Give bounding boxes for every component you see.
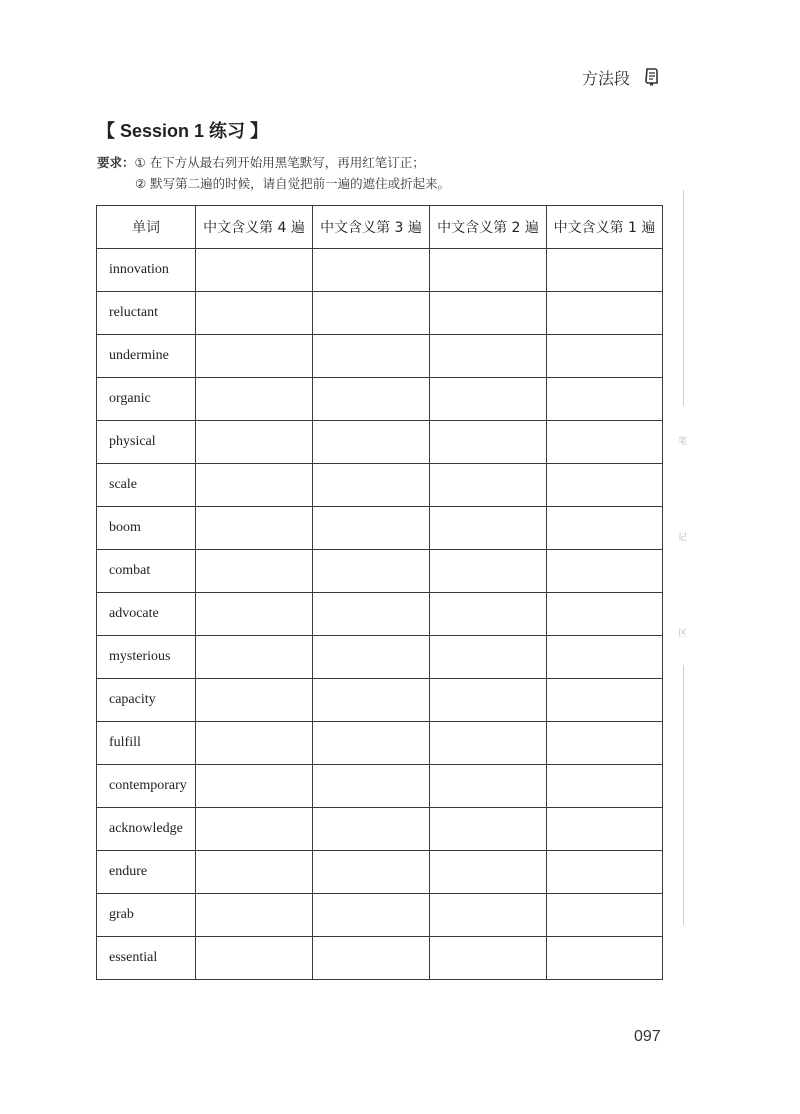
table-row bbox=[97, 937, 663, 980]
meaning-answer-cell bbox=[547, 335, 663, 378]
table-row bbox=[97, 378, 663, 421]
header-meaning-4: 中文含义第 4 遍 bbox=[196, 206, 313, 249]
meaning-answer-cell bbox=[547, 679, 663, 722]
meaning-answer-cell bbox=[313, 851, 430, 894]
meaning-answer-cell bbox=[196, 937, 313, 980]
word-cell: combat bbox=[97, 550, 196, 593]
meaning-answer-cell bbox=[547, 378, 663, 421]
word-cell: fulfill bbox=[97, 722, 196, 765]
meaning-answer-cell bbox=[547, 421, 663, 464]
table-header-row bbox=[97, 206, 663, 249]
meaning-answer-cell bbox=[313, 765, 430, 808]
page-number: 097 bbox=[634, 1028, 661, 1045]
meaning-answer-cell bbox=[430, 765, 547, 808]
header-meaning-1: 中文含义第 1 遍 bbox=[547, 206, 663, 249]
meaning-answer-cell bbox=[196, 507, 313, 550]
meaning-answer-cell bbox=[313, 550, 430, 593]
meaning-answer-cell bbox=[196, 679, 313, 722]
meaning-answer-cell bbox=[313, 378, 430, 421]
meaning-answer-cell bbox=[196, 421, 313, 464]
word-cell: physical bbox=[97, 421, 196, 464]
meaning-answer-cell bbox=[430, 679, 547, 722]
meaning-answer-cell bbox=[430, 249, 547, 292]
meaning-answer-cell bbox=[196, 593, 313, 636]
meaning-answer-cell bbox=[547, 593, 663, 636]
book-bookmark-icon bbox=[645, 67, 659, 87]
table-row bbox=[97, 464, 663, 507]
meaning-answer-cell bbox=[313, 636, 430, 679]
table-row bbox=[97, 851, 663, 894]
meaning-answer-cell bbox=[196, 335, 313, 378]
meaning-answer-cell bbox=[313, 937, 430, 980]
meaning-answer-cell bbox=[313, 335, 430, 378]
meaning-answer-cell bbox=[196, 894, 313, 937]
table-row bbox=[97, 249, 663, 292]
meaning-answer-cell bbox=[547, 636, 663, 679]
meaning-answer-cell bbox=[430, 464, 547, 507]
meaning-answer-cell bbox=[547, 808, 663, 851]
meaning-answer-cell bbox=[313, 421, 430, 464]
meaning-answer-cell bbox=[547, 722, 663, 765]
meaning-answer-cell bbox=[430, 636, 547, 679]
table-row bbox=[97, 507, 663, 550]
notes-label-char: 区 bbox=[678, 629, 688, 639]
page-title: 【 Session 1 练习 】 bbox=[97, 121, 269, 141]
meaning-answer-cell bbox=[430, 851, 547, 894]
table-row bbox=[97, 679, 663, 722]
meaning-answer-cell bbox=[547, 894, 663, 937]
word-cell: organic bbox=[97, 378, 196, 421]
meaning-answer-cell bbox=[547, 464, 663, 507]
meaning-answer-cell bbox=[313, 507, 430, 550]
header-word: 单词 bbox=[97, 206, 196, 249]
table-row bbox=[97, 292, 663, 335]
meaning-answer-cell bbox=[547, 507, 663, 550]
meaning-answer-cell bbox=[313, 249, 430, 292]
meaning-answer-cell bbox=[547, 937, 663, 980]
word-cell: grab bbox=[97, 894, 196, 937]
word-cell: contemporary bbox=[97, 765, 196, 808]
requirement-label: 要求： bbox=[97, 155, 135, 170]
meaning-answer-cell bbox=[313, 679, 430, 722]
table-row bbox=[97, 894, 663, 937]
meaning-answer-cell bbox=[547, 851, 663, 894]
meaning-answer-cell bbox=[196, 464, 313, 507]
word-cell: undermine bbox=[97, 335, 196, 378]
meaning-answer-cell bbox=[430, 335, 547, 378]
meaning-answer-cell bbox=[547, 550, 663, 593]
meaning-answer-cell bbox=[313, 894, 430, 937]
meaning-answer-cell bbox=[430, 421, 547, 464]
meaning-answer-cell bbox=[196, 636, 313, 679]
meaning-answer-cell bbox=[196, 249, 313, 292]
meaning-answer-cell bbox=[196, 550, 313, 593]
requirement-text-1: ① 在下方从最右列开始用黑笔默写，再用红笔订正； bbox=[134, 155, 425, 170]
word-cell: essential bbox=[97, 937, 196, 980]
table-row bbox=[97, 335, 663, 378]
table-row bbox=[97, 421, 663, 464]
requirement-line-1 bbox=[97, 153, 425, 171]
meaning-answer-cell bbox=[196, 808, 313, 851]
meaning-answer-cell bbox=[430, 292, 547, 335]
meaning-answer-cell bbox=[196, 378, 313, 421]
word-cell: mysterious bbox=[97, 636, 196, 679]
meaning-answer-cell bbox=[313, 808, 430, 851]
header-meaning-3: 中文含义第 3 遍 bbox=[313, 206, 430, 249]
meaning-answer-cell bbox=[430, 507, 547, 550]
word-cell: acknowledge bbox=[97, 808, 196, 851]
meaning-answer-cell bbox=[196, 292, 313, 335]
meaning-answer-cell bbox=[313, 593, 430, 636]
meaning-answer-cell bbox=[430, 550, 547, 593]
word-cell: capacity bbox=[97, 679, 196, 722]
word-cell: scale bbox=[97, 464, 196, 507]
meaning-answer-cell bbox=[547, 249, 663, 292]
meaning-answer-cell bbox=[547, 765, 663, 808]
meaning-answer-cell bbox=[196, 722, 313, 765]
meaning-answer-cell bbox=[430, 378, 547, 421]
word-cell: reluctant bbox=[97, 292, 196, 335]
meaning-answer-cell bbox=[430, 593, 547, 636]
meaning-answer-cell bbox=[547, 292, 663, 335]
meaning-answer-cell bbox=[430, 894, 547, 937]
meaning-answer-cell bbox=[313, 722, 430, 765]
section-header: 方法段 bbox=[581, 69, 630, 88]
notes-divider-top bbox=[683, 190, 684, 406]
word-cell: advocate bbox=[97, 593, 196, 636]
vocabulary-table bbox=[96, 205, 663, 980]
requirement-line-2: ② 默写第二遍的时候，请自觉把前一遍的遮住或折起来。 bbox=[135, 176, 451, 191]
table-row bbox=[97, 593, 663, 636]
word-cell: innovation bbox=[97, 249, 196, 292]
word-cell: endure bbox=[97, 851, 196, 894]
table-row bbox=[97, 765, 663, 808]
meaning-answer-cell bbox=[196, 851, 313, 894]
word-cell: boom bbox=[97, 507, 196, 550]
meaning-answer-cell bbox=[196, 765, 313, 808]
meaning-answer-cell bbox=[313, 292, 430, 335]
meaning-answer-cell bbox=[430, 722, 547, 765]
table-row bbox=[97, 636, 663, 679]
table-row bbox=[97, 550, 663, 593]
notes-label-char: 记 bbox=[678, 533, 688, 543]
meaning-answer-cell bbox=[430, 808, 547, 851]
notes-divider-bottom bbox=[683, 665, 684, 925]
table-row bbox=[97, 722, 663, 765]
header-meaning-2: 中文含义第 2 遍 bbox=[430, 206, 547, 249]
meaning-answer-cell bbox=[430, 937, 547, 980]
table-row bbox=[97, 808, 663, 851]
notes-label-char: 笔 bbox=[678, 437, 688, 447]
meaning-answer-cell bbox=[313, 464, 430, 507]
